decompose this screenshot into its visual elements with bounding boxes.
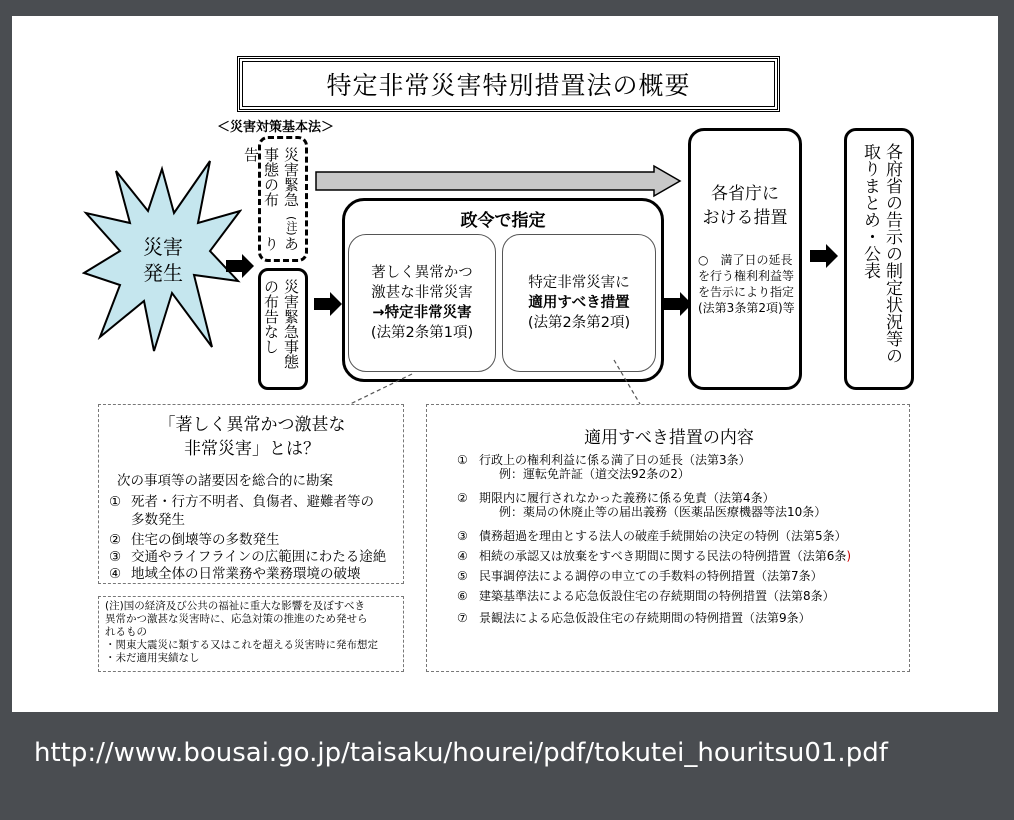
basic-law-label: ＜災害対策基本法＞: [217, 120, 335, 135]
summary-publish-text: 各府省の告示の制定状況等の取りまとめ・公表: [860, 143, 902, 364]
measure-num: ④: [457, 549, 468, 563]
page-title: 特定非常災害特別措置法の概要: [237, 56, 780, 112]
factor-text: 地域全体の日常業務や業務環境の破壊: [131, 566, 361, 582]
measure-num: ①: [457, 453, 468, 467]
extreme-disaster-line4: (法第2条第1項): [370, 325, 474, 341]
note-line4: ・関東大震災に類する又はこれを超える災害時に発布想定: [105, 639, 378, 651]
measure-close-paren: ): [846, 549, 852, 563]
measures-title: 適用すべき措置の内容: [584, 428, 754, 448]
slide-page: [12, 16, 998, 712]
measure-num: ⑦: [457, 611, 468, 625]
disaster-label-line1: 災害: [143, 235, 183, 259]
factor-text: 住宅の倒壊等の多数発生: [131, 532, 280, 548]
note-line5: ・未だ適用実績なし: [105, 652, 200, 664]
definition-title-line1: 「著しく異常かつ激甚な: [158, 415, 346, 435]
measure-sub: 例：薬局の休廃止等の届出義務（医薬品医療機器等法10条）: [499, 505, 827, 519]
measure-num: ⑤: [457, 569, 468, 583]
measure-text: 景観法による応急仮設住宅の存続期間の特例措置（法第9条）: [479, 611, 811, 625]
measure-item: [457, 611, 811, 625]
factor-text: 交通やライフラインの広範囲にわたる途絶: [131, 549, 387, 565]
extreme-disaster-line2: 激甚な非常災害: [371, 285, 473, 301]
measure-item: [457, 491, 826, 519]
definition-panel: [98, 404, 404, 584]
measure-text: 期限内に履行されなかった義務に係る免責（法第4条）: [479, 491, 775, 505]
note-line3: れるもの: [105, 626, 147, 638]
measure-text: 行政上の権利利益に係る満了日の延長（法第3条）: [479, 453, 751, 467]
factor-text-cont: 多数発生: [131, 512, 185, 528]
undeclared-emergency-text: 災害緊急事態の布告なし: [262, 279, 300, 369]
connector-lines: [12, 16, 998, 416]
factor-text: 死者・行方不明者、負傷者、避難者等の: [131, 494, 374, 510]
measure-num: ③: [457, 529, 468, 543]
factor-item: [109, 531, 280, 549]
measures-panel: [426, 404, 910, 672]
disaster-label-line2: 発生: [143, 261, 183, 285]
measure-sub: 例：運転免許証（道交法92条の2）: [499, 467, 690, 481]
extreme-disaster-line3: →特定非常災害: [372, 305, 472, 321]
cabinet-order-title: 政令で指定: [460, 211, 546, 231]
ministry-description: ○ 満了日の延長を行う権利利益等を告示により指定(法第3条第2項)等: [698, 253, 795, 315]
factor-num: ②: [109, 532, 122, 548]
measure-item: [457, 589, 835, 603]
extreme-disaster-line1: 著しく異常かつ: [371, 265, 473, 281]
definition-title-line2: 非常災害」とは？: [184, 439, 320, 459]
note-line2: 異常かつ激甚な災害時に、応急対策の推進のため発せら: [105, 613, 368, 625]
measure-text: 建築基準法による応急仮設住宅の存続期間の特例措置（法第8条）: [479, 589, 835, 603]
measure-text: 相続の承認又は放棄をすべき期間に関する民法の特例措置（法第6条: [479, 549, 847, 563]
definition-title: [99, 413, 405, 461]
measure-item: [457, 549, 851, 563]
declared-suffix: あり: [262, 235, 300, 251]
factor-num: ③: [109, 549, 122, 565]
measure-item: [457, 569, 823, 583]
measure-text: 債務超過を理由とする法人の破産手続開始の決定の特例（法第5条）: [479, 529, 847, 543]
measure-item: [457, 453, 751, 481]
factor-item: [109, 565, 361, 583]
ministry-title-line2: おける措置: [702, 208, 788, 228]
declared-emergency-text: 災害緊急事態の布告: [242, 147, 300, 207]
applicable-measures-line1: 特定非常災害に: [528, 275, 630, 291]
measure-text: 民事調停法による調停の申立ての手数料の特例措置（法第7条）: [479, 569, 823, 583]
applicable-measures-line3: (法第2条第2項): [527, 315, 631, 331]
factor-num: ①: [109, 494, 122, 510]
factor-item: [109, 548, 386, 566]
source-url: http://www.bousai.go.jp/taisaku/hourei/pdf/tokutei_houritsu01.pdf: [34, 738, 888, 768]
note-line1: (注)国の経済及び公共の福祉に重大な影響を及ぼすべき: [105, 600, 365, 612]
factor-item: [109, 493, 374, 529]
measure-num: ⑥: [457, 589, 468, 603]
ministry-title-line1: 各省庁に: [711, 184, 779, 204]
measure-num: ②: [457, 491, 468, 505]
note-panel: [98, 596, 404, 672]
measure-item: [457, 529, 847, 543]
applicable-measures-line2: 適用すべき措置: [528, 295, 630, 311]
definition-intro: 次の事項等の諸要因を総合的に勘案: [117, 473, 333, 489]
declared-note-marker: (注): [285, 216, 298, 236]
factor-num: ④: [109, 566, 122, 582]
